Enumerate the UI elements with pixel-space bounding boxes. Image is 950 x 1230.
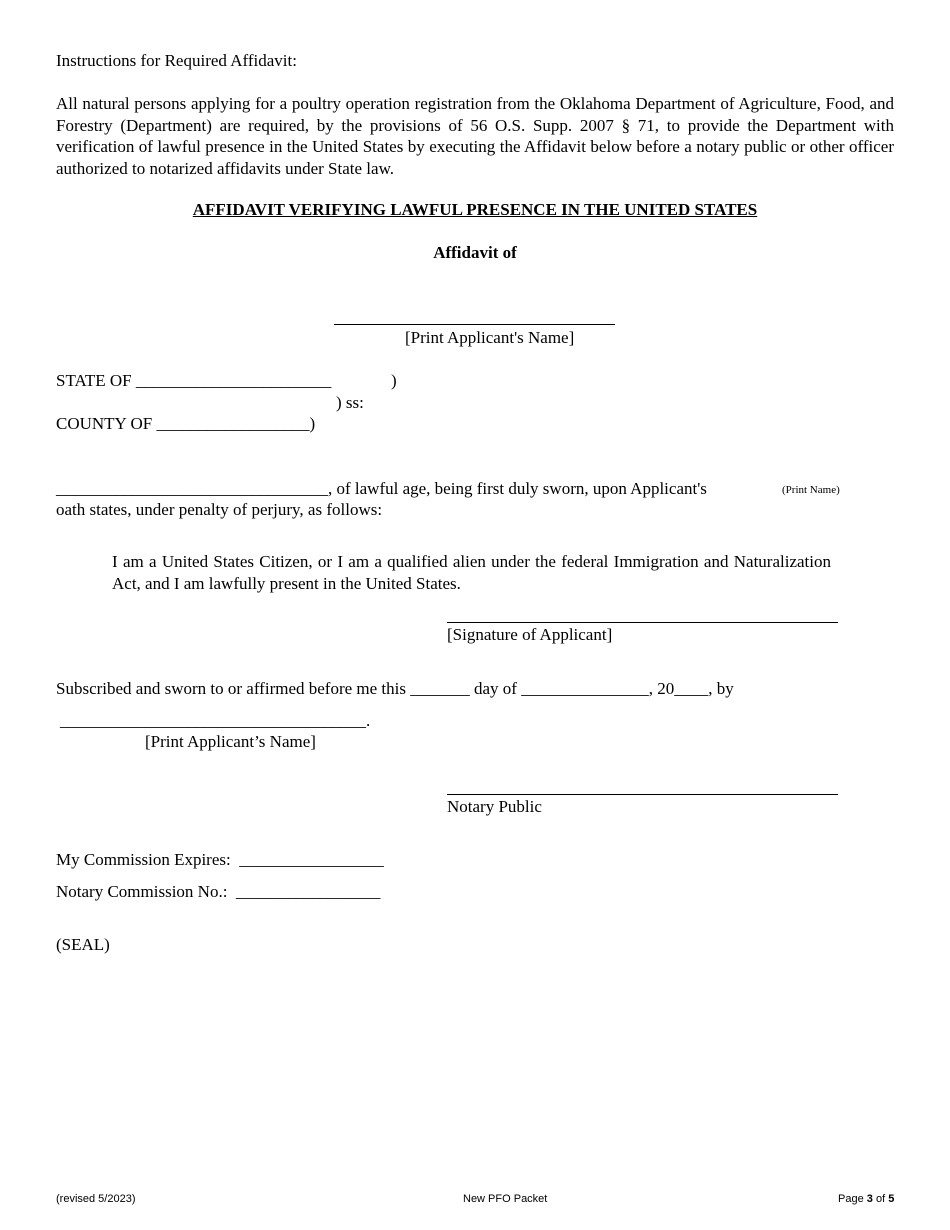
signature-label: [Signature of Applicant] xyxy=(447,625,613,644)
seal-label: (SEAL) xyxy=(56,935,110,954)
instructions-heading: Instructions for Required Affidavit: xyxy=(56,51,297,70)
month-field[interactable]: _______________ xyxy=(521,679,649,698)
subscribed-line xyxy=(56,679,734,699)
footer-revised: (revised 5/2023) xyxy=(56,1193,136,1205)
footer-page-of: of xyxy=(875,1193,886,1205)
commission-expires-field[interactable]: _________________ xyxy=(239,850,384,869)
day-field[interactable]: _______ xyxy=(410,679,470,698)
footer-packet: New PFO Packet xyxy=(463,1193,548,1205)
day-of-text: day of xyxy=(474,679,517,698)
footer-page-number xyxy=(838,1193,894,1205)
instructions-body: All natural persons applying for a poultry operation registration from the Oklahoma Department of Agriculture, Food, and Forestry (Department) are required, by the provisions of 56 O.S. Supp. 2007 § 71, to provide the Department with verification of lawful presence in the United States by executing the Affidavit below before a notary public or other officer authorized to notarized affidavits under State law. xyxy=(56,94,894,178)
commission-no-label: Notary Commission No.: xyxy=(56,882,228,901)
state-field[interactable]: _______________________ xyxy=(135,371,332,390)
footer-page-total: 5 xyxy=(888,1193,895,1205)
applicant-name-line[interactable] xyxy=(334,324,615,325)
ss-label: ) ss: xyxy=(336,393,364,412)
commission-no-field[interactable]: _________________ xyxy=(235,882,381,901)
county-field[interactable]: __________________ xyxy=(156,414,310,433)
oath-line xyxy=(56,479,707,499)
affidavit-subtitle: Affidavit of xyxy=(433,243,517,262)
commission-expires-label: My Commission Expires: xyxy=(56,850,231,869)
subscribed-name-field[interactable]: ____________________________________. xyxy=(60,711,371,730)
signature-line[interactable] xyxy=(447,622,838,623)
instructions-block xyxy=(56,50,894,179)
applicant-name-label: [Print Applicant's Name] xyxy=(405,328,575,347)
year-prefix: , 20 xyxy=(648,679,675,698)
affidavit-title: AFFIDAVIT VERIFYING LAWFUL PRESENCE IN THE UNITED STATES xyxy=(192,200,758,219)
commission-expires-row xyxy=(56,850,384,870)
oath-text: , of lawful age, being first duly sworn, upon Applicant's xyxy=(328,479,707,498)
year-field[interactable]: ____ xyxy=(674,679,709,698)
subscribed-prefix: Subscribed and sworn to or affirmed before me this xyxy=(56,679,406,698)
oath-name-field[interactable]: ________________________________ xyxy=(56,479,328,498)
subscribed-name-label: [Print Applicant’s Name] xyxy=(145,732,316,751)
footer-page-current: 3 xyxy=(866,1193,873,1205)
notary-public-label: Notary Public xyxy=(447,797,542,816)
county-paren: ) xyxy=(309,414,316,433)
state-of-row xyxy=(56,371,331,391)
county-label: COUNTY OF xyxy=(56,414,153,433)
county-of-row xyxy=(56,414,315,434)
print-name-note: (Print Name) xyxy=(782,484,840,496)
by-text: , by xyxy=(708,679,734,698)
footer-page-prefix: Page xyxy=(838,1193,864,1205)
commission-no-row xyxy=(56,882,380,902)
oath-continuation: oath states, under penalty of perjury, as follows: xyxy=(56,500,383,519)
state-paren: ) xyxy=(391,371,397,390)
notary-signature-line[interactable] xyxy=(447,794,838,795)
state-label: STATE OF xyxy=(56,371,132,390)
citizenship-statement: I am a United States Citizen, or I am a qualified alien under the federal Immigration and Naturalization Act, and I am lawfully present in the United States. xyxy=(112,552,831,593)
